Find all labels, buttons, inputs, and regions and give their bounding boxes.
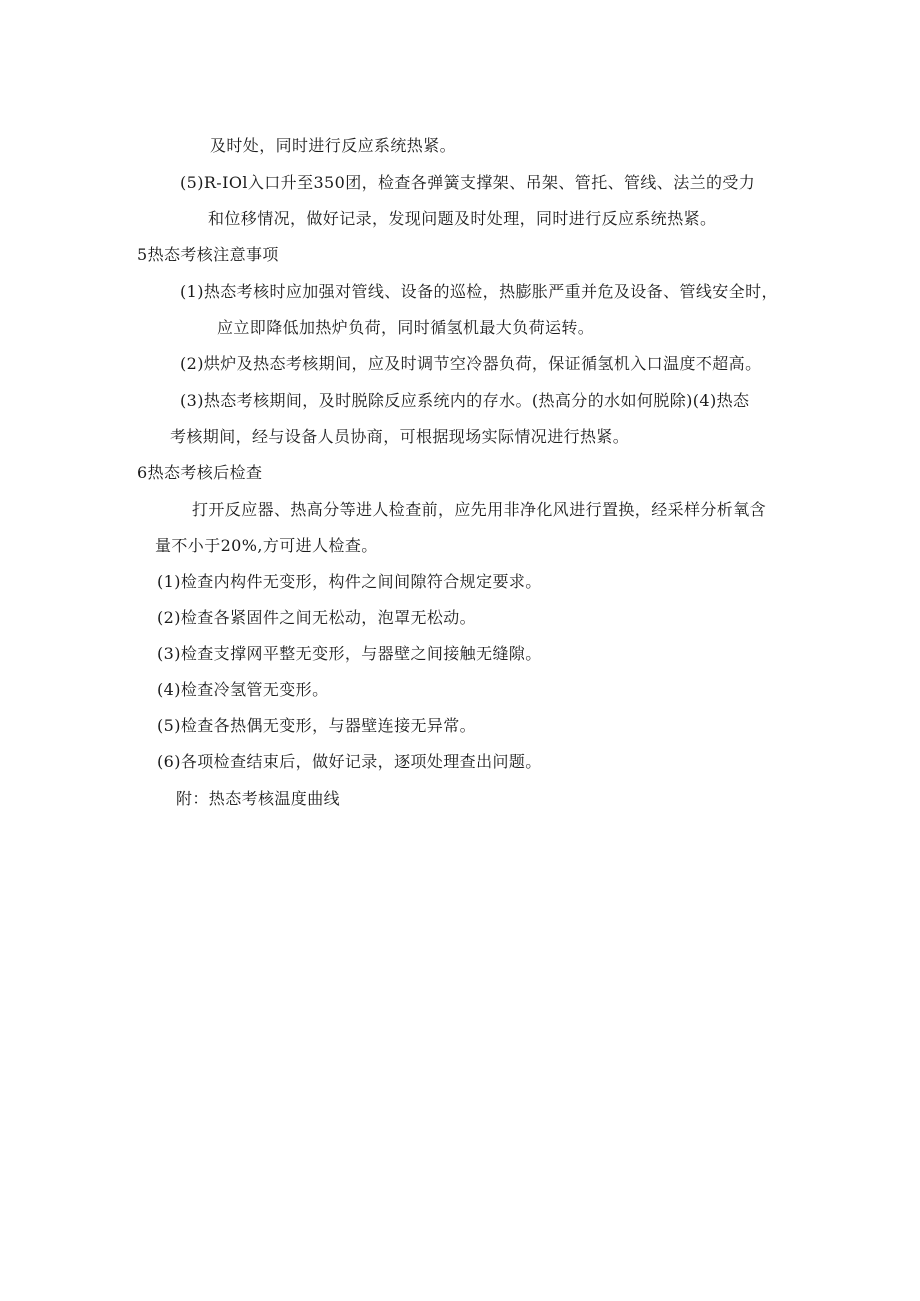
checklist-item-6: (6)各项检查结束后，做好记录，逐项处理查出问题。 [157,752,542,771]
text-line-continuation: 应立即降低加热炉负荷，同时循氢机最大负荷运转。 [217,318,595,337]
checklist-item-1: (1)检查内构件无变形，构件之间间隙符合规定要求。 [157,572,542,591]
checklist-item-4: (4)检查冷氢管无变形。 [157,680,329,699]
text-line-continuation: 及时处，同时进行反应系统热紧。 [210,136,457,155]
list-item-2: (2)烘炉及热态考核期间，应及时调节空冷器负荷，保证循氢机入口温度不超高。 [180,354,762,373]
list-item-3: (3)热态考核期间，及时脱除反应系统内的存水。(热高分的水如何脱除)(4)热态 [180,391,750,410]
paragraph-line: 打开反应器、热高分等进人检查前，应先用非净化风进行置换，经采样分析氧含 [192,500,767,519]
appendix-note: 附：热态考核温度曲线 [176,789,341,808]
text-line-continuation: 考核期间，经与设备人员协商，可根据现场实际情况进行热紧。 [170,427,630,446]
list-item-5: (5)R-IOl入口升至350团，检查各弹簧支撑架、吊架、管托、管线、法兰的受力 [180,173,756,192]
list-item-1: (1)热态考核时应加强对管线、设备的巡检，热膨胀严重并危及设备、管线安全时， [180,282,778,301]
checklist-item-3: (3)检查支撑网平整无变形，与器壁之间接触无缝隙。 [157,644,542,663]
checklist-item-5: (5)检查各热偶无变形，与器壁连接无异常。 [157,716,477,735]
checklist-item-2: (2)检查各紧固件之间无松动，泡罩无松动。 [157,608,477,627]
text-line-continuation: 和位移情况，做好记录，发现问题及时处理，同时进行反应系统热紧。 [208,209,717,228]
section-heading-5: 5热态考核注意事项 [137,245,279,264]
paragraph-line: 量不小于20%,方可进人检查。 [155,536,378,555]
section-heading-6: 6热态考核后检查 [137,463,263,482]
